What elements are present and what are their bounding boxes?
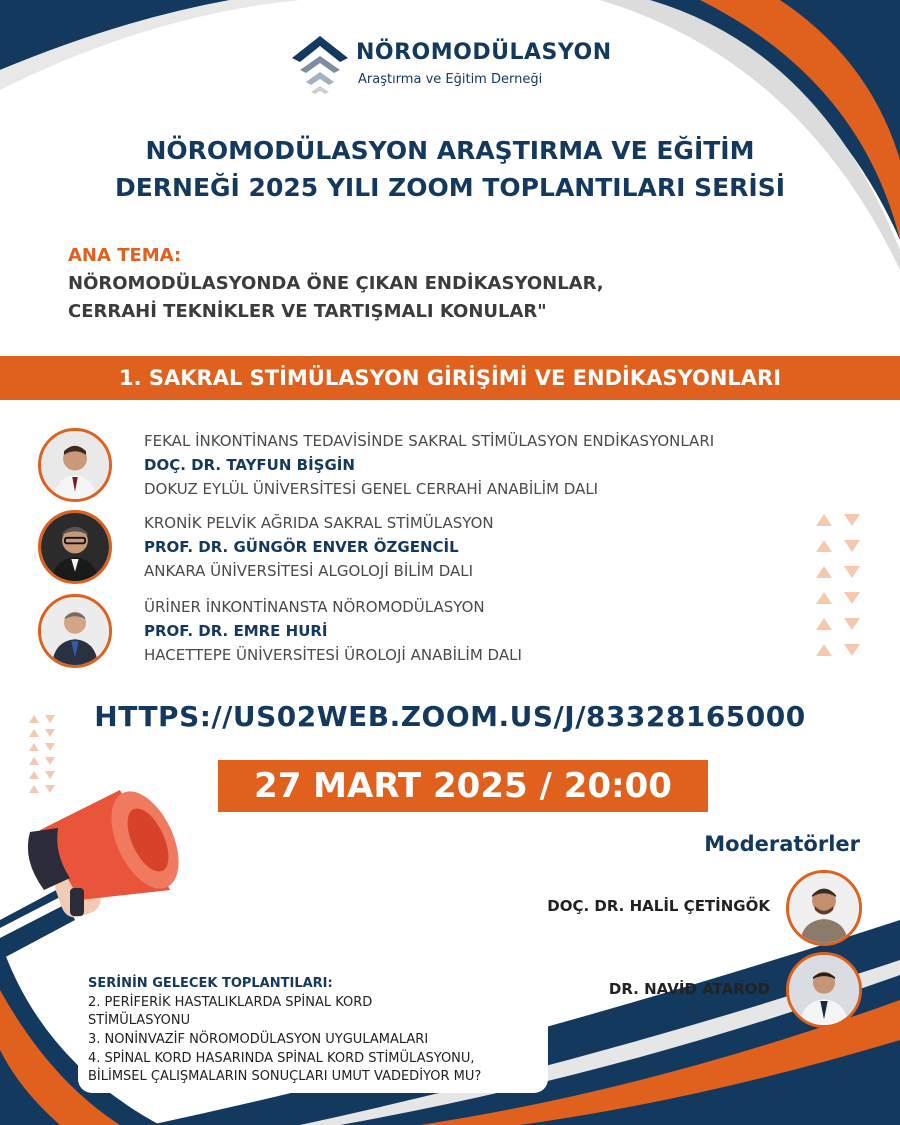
logo	[290, 30, 612, 100]
speaker-1-avatar	[38, 428, 112, 502]
moderators-title: Moderatörler	[704, 832, 860, 856]
theme-line-1: NÖROMODÜLASYONDA ÖNE ÇIKAN ENDİKASYONLAR,	[68, 273, 604, 294]
speaker-1	[38, 428, 818, 508]
logo-title: NÖROMODÜLASYON	[356, 40, 612, 65]
future-item-4-line-2: BİLİMSEL ÇALIŞMALARIN SONUÇLARI UMUT VADEDİYOR MU?	[88, 1069, 482, 1084]
future-meetings-box	[78, 968, 548, 1093]
chevron-stack-logo-icon	[290, 30, 350, 96]
future-item-2-line-1: 2. PERİFERİK HASTALIKLARDA SPİNAL KORD	[88, 995, 373, 1010]
speaker-3-institution: HACETTEPE ÜNİVERSİTESİ ÜROLOJİ ANABİLİM DALI	[144, 646, 522, 664]
moderator-2-avatar	[786, 952, 862, 1028]
speaker-3	[38, 594, 818, 674]
moderator-2-name: DR. NAVİD ATAROD	[608, 980, 770, 998]
megaphone-icon	[0, 770, 200, 970]
future-item-4-line-1: 4. SPİNAL KORD HASARINDA SPİNAL KORD STİMÜLASYONU,	[88, 1051, 475, 1066]
speaker-2	[38, 510, 818, 590]
session-title: 1. SAKRAL STİMÜLASYON GİRİŞİMİ VE ENDİKASYONLARI	[118, 366, 782, 390]
future-item-2-line-2: STİMÜLASYONU	[88, 1013, 191, 1028]
moderator-1-name: DOÇ. DR. HALİL ÇETİNGÖK	[547, 897, 770, 915]
speaker-2-institution: ANKARA ÜNİVERSİTESİ ALGOLOJİ BİLİM DALI	[144, 562, 474, 580]
date-time: 27 MART 2025 / 20:00	[254, 766, 672, 806]
main-title-line-2: DERNEĞİ 2025 YILI ZOOM TOPLANTILARI SERİSİ	[114, 173, 786, 202]
future-meetings-title: SERİNİN GELECEK TOPLANTILARI:	[88, 976, 333, 991]
speaker-2-avatar	[38, 510, 112, 584]
zoom-link[interactable]: HTTPS://US02WEB.ZOOM.US/J/83328165000	[94, 700, 806, 733]
triangle-pattern-icon	[814, 512, 864, 657]
speaker-1-institution: DOKUZ EYLÜL ÜNİVERSİTESİ GENEL CERRAHİ ANABİLİM DALI	[144, 480, 599, 498]
speaker-3-topic: ÜRİNER İNKONTİNANSTA NÖROMODÜLASYON	[144, 598, 485, 616]
speaker-3-name: PROF. DR. EMRE HURİ	[144, 622, 328, 640]
speaker-2-topic: KRONİK PELVİK AĞRIDA SAKRAL STİMÜLASYON	[144, 514, 494, 532]
date-badge	[218, 760, 708, 812]
theme-text	[68, 270, 828, 326]
logo-subtitle: Araştırma ve Eğitim Derneği	[358, 72, 543, 87]
speaker-2-name: PROF. DR. GÜNGÖR ENVER ÖZGENCİL	[144, 538, 459, 556]
main-title	[40, 132, 860, 206]
theme-line-2: CERRAHİ TEKNİKLER VE TARTIŞMALI KONULAR"	[68, 301, 547, 322]
speaker-1-name: DOÇ. DR. TAYFUN BİŞGİN	[144, 456, 355, 474]
speaker-1-topic: FEKAL İNKONTİNANS TEDAVİSİNDE SAKRAL STİMÜLASYON ENDİKASYONLARI	[144, 432, 715, 450]
moderator-1-avatar	[786, 870, 862, 946]
future-item-3: 3. NONİNVAZİF NÖROMODÜLASYON UYGULAMALARI	[88, 1032, 429, 1047]
theme-label: ANA TEMA:	[68, 245, 182, 266]
session-banner	[0, 356, 900, 400]
main-title-line-1: NÖROMODÜLASYON ARAŞTIRMA VE EĞİTİM	[145, 136, 755, 165]
speaker-3-avatar	[38, 594, 112, 668]
